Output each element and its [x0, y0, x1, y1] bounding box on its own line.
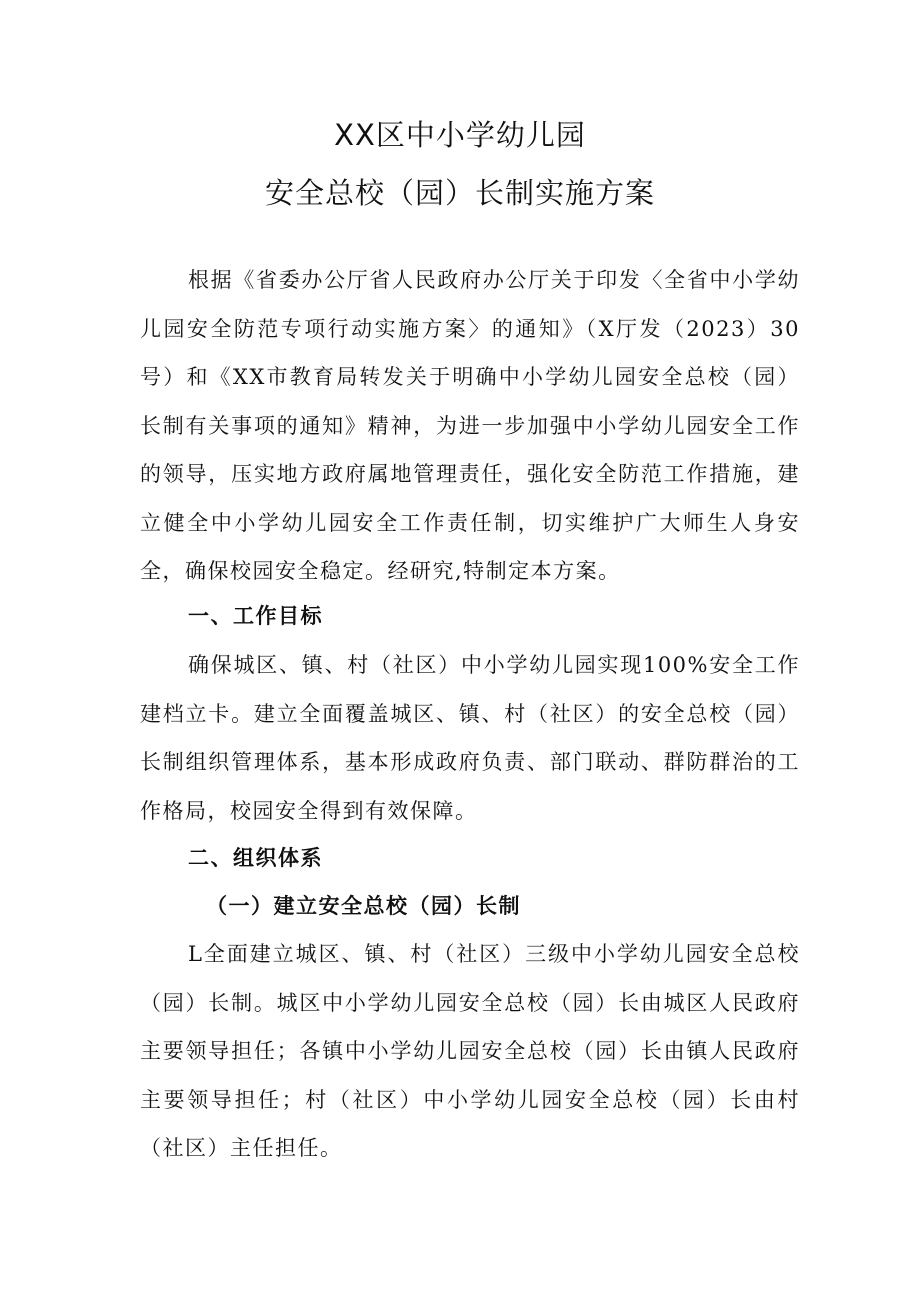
intro-paragraph: 根据《省委办公厅省人民政府办公厅关于印发〈全省中小学幼儿园安全防范专项行动实施方案〉的通知》（X厅发（2023）30号）和《XX市教育局转发关于明确中小学幼儿园安全总校（园）长制有关事项的通知》精神，为进一步加强中小学幼儿园安全工作的领导，压实地方政府属地管理责任，强化安全防范工作措施，建立健全中小学幼儿园安全工作责任制，切实维护广大师生人身安全，确保校园安全稳定。经研究,特制定本方案。: [140, 268, 800, 583]
section-1-paragraph: 确保城区、镇、村（社区）中小学幼儿园实现100%安全工作建档立卡。建立全面覆盖城区、镇、村（社区）的安全总校（园）长制组织管理体系，基本形成政府负责、部门联动、群防群治的工作格局，校园安全得到有效保障。: [140, 653, 800, 823]
document-title-line-2: 安全总校（园）长制实施方案: [264, 176, 655, 210]
section-2-sub-1-paragraph: L全面建立城区、镇、村（社区）三级中小学幼儿园安全总校（园）长制。城区中小学幼儿园安全总校（园）长由城区人民政府主要领导担任；各镇中小学幼儿园安全总校（园）长由镇人民政府主要领导担任；村（社区）中小学幼儿园安全总校（园）长由村（社区）主任担任。: [140, 942, 800, 1160]
section-1-heading: 一、工作目标: [188, 603, 323, 628]
section-2-subheading-1: （一）建立安全总校（园）长制: [206, 893, 521, 918]
document-title-line-1: XX区中小学幼儿园: [334, 118, 586, 152]
section-2-heading: 二、组织体系: [188, 845, 323, 870]
